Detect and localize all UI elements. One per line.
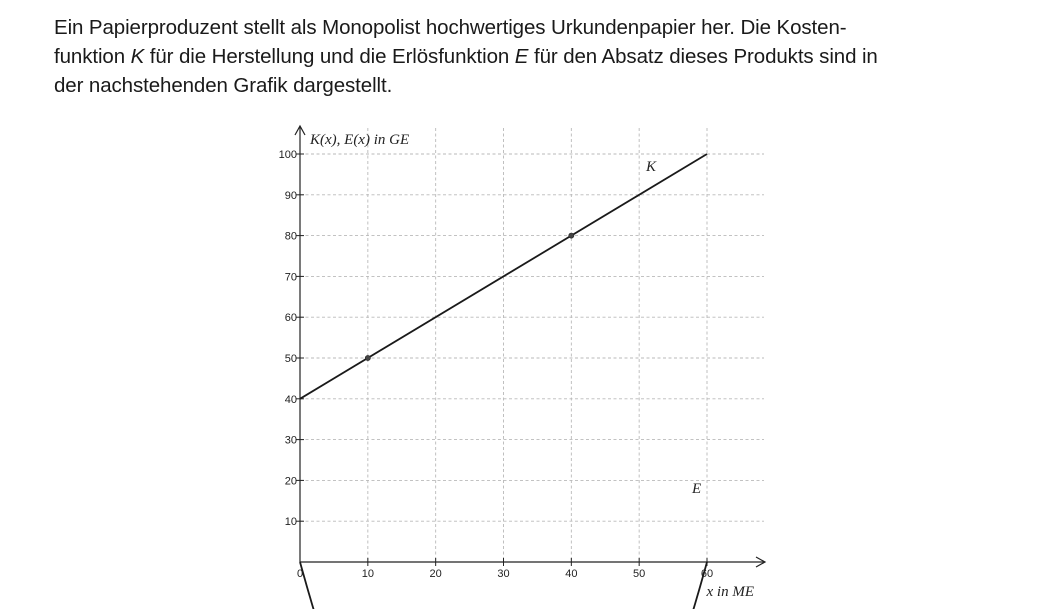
y-tick-label-60: 60 (284, 312, 297, 325)
series-label-k: K (646, 159, 657, 175)
text-fragment: für den Absatz dieses Produkts sind in (528, 45, 878, 68)
x-tick-label-20: 20 (429, 568, 442, 580)
y-axis-label: K(x), E(x) in GE (310, 132, 410, 148)
y-tick-label-90: 90 (284, 189, 297, 202)
function-symbol-e: E (514, 45, 529, 68)
series-label-e: E (692, 481, 702, 497)
y-tick-label-50: 50 (284, 353, 297, 365)
problem-text-line-3: der nachstehenden Grafik dargestellt. (54, 74, 393, 97)
intersection-point (365, 355, 370, 360)
y-tick-label-70: 70 (284, 271, 297, 284)
y-tick-label-100: 100 (278, 149, 297, 161)
intersection-point (569, 233, 574, 238)
y-tick-label-80: 80 (284, 230, 297, 243)
axes (295, 126, 765, 567)
problem-text-line-1: Ein Papierproduzent stellt als Monopolist hochwertiges Urkundenpapier her. Die Kosten- (54, 16, 847, 39)
text-fragment: für die Herstellung und die Erlösfunktion (144, 45, 515, 68)
x-tick-label-60: 60 (700, 568, 714, 580)
x-tick-label-30: 30 (497, 568, 510, 580)
x-tick-label-10: 10 (361, 568, 374, 580)
labels (279, 132, 754, 600)
y-tick-label-20: 20 (284, 475, 297, 488)
y-tick-label-30: 30 (284, 434, 297, 447)
x-tick-label-0: 0 (296, 568, 304, 580)
x-tick-label-50: 50 (633, 568, 646, 580)
y-tick-label-40: 40 (284, 393, 297, 406)
x-axis-label: x in ME (706, 584, 754, 600)
x-tick-label-40: 40 (565, 568, 578, 580)
text-fragment: funktion (54, 45, 131, 68)
y-tick-label-10: 10 (284, 516, 297, 529)
function-symbol-k: K (130, 45, 145, 68)
